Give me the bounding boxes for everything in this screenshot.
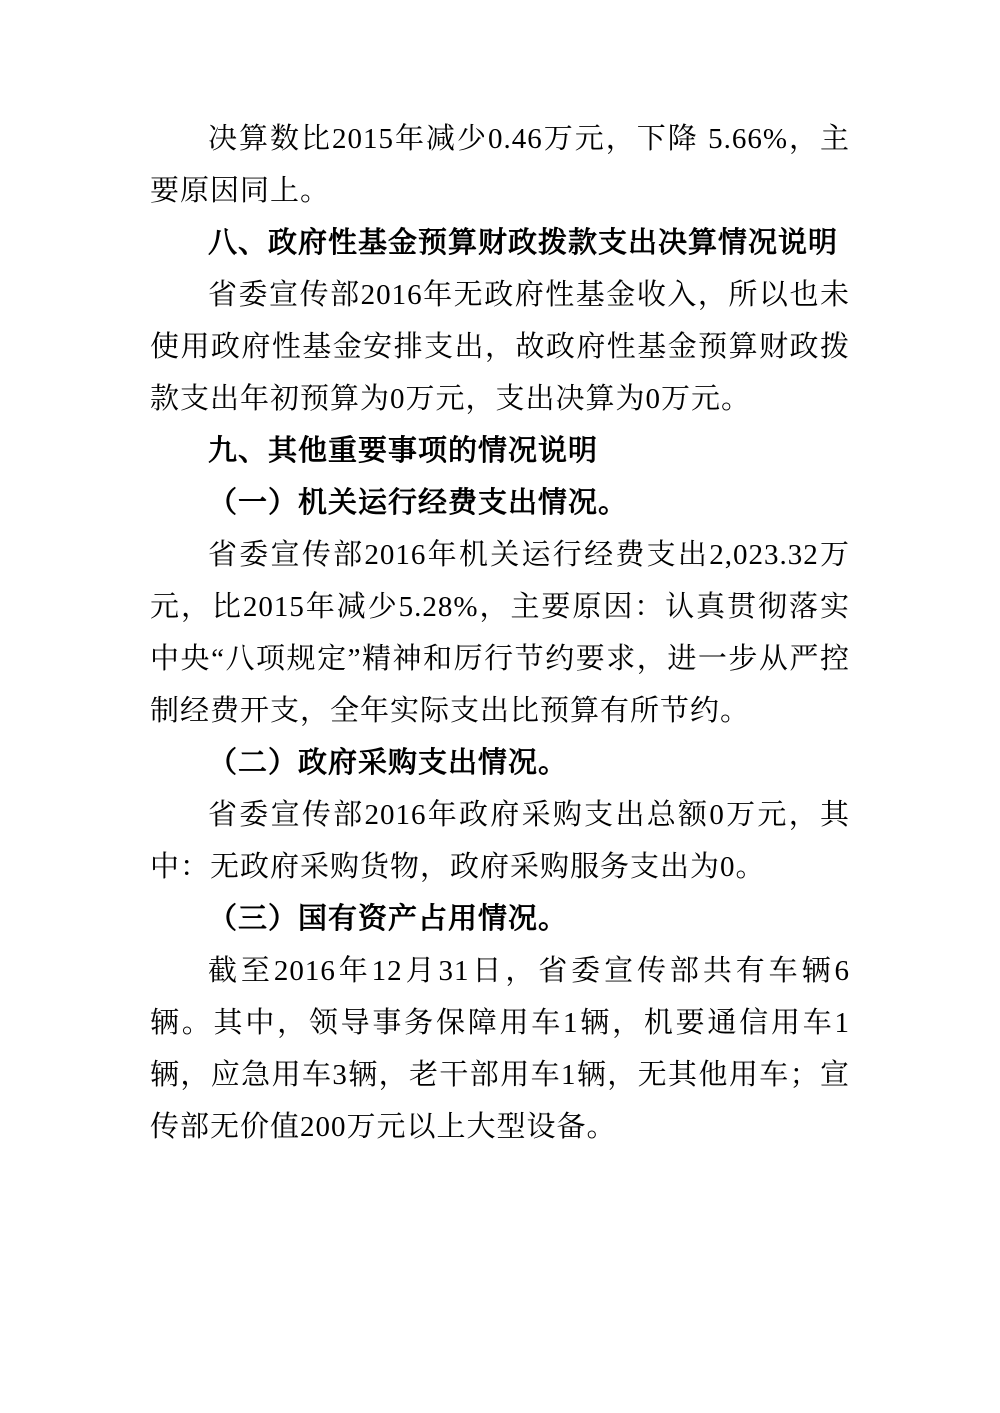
section-heading: 八、政府性基金预算财政拨款支出决算情况说明 xyxy=(208,227,839,259)
section-heading: （三）国有资产占用情况。 xyxy=(208,903,569,935)
body-paragraph: 截至2016年12月31日，省委宣传部共有车辆6辆。其中，领导事务保障用车1辆，机要通信用车1辆，应急用车3辆，老干部用车1辆，无其他用车；宣传部无价值200万元以上大型设备。 xyxy=(150,955,850,1143)
body-paragraph: 省委宣传部2016年机关运行经费支出2,023.32万元，比2015年减少5.28%，主要原因：认真贯彻落实中央“八项规定”精神和厉行节约要求，进一步从严控制经费开支，全年实际支出比预算有所节约。 xyxy=(150,539,850,727)
section-heading: （二）政府采购支出情况。 xyxy=(208,747,569,779)
body-paragraph: 决算数比2015年减少0.46万元，下降 5.66%，主要原因同上。 xyxy=(150,123,850,207)
body-paragraph: 省委宣传部2016年政府采购支出总额0万元，其中：无政府采购货物，政府采购服务支出为0。 xyxy=(150,799,850,883)
section-heading: （一）机关运行经费支出情况。 xyxy=(208,487,629,519)
body-paragraph: 省委宣传部2016年无政府性基金收入，所以也未使用政府性基金安排支出，故政府性基金预算财政拨款支出年初预算为0万元，支出决算为0万元。 xyxy=(150,279,850,415)
document-content xyxy=(150,113,850,1153)
section-heading: 九、其他重要事项的情况说明 xyxy=(208,435,599,467)
